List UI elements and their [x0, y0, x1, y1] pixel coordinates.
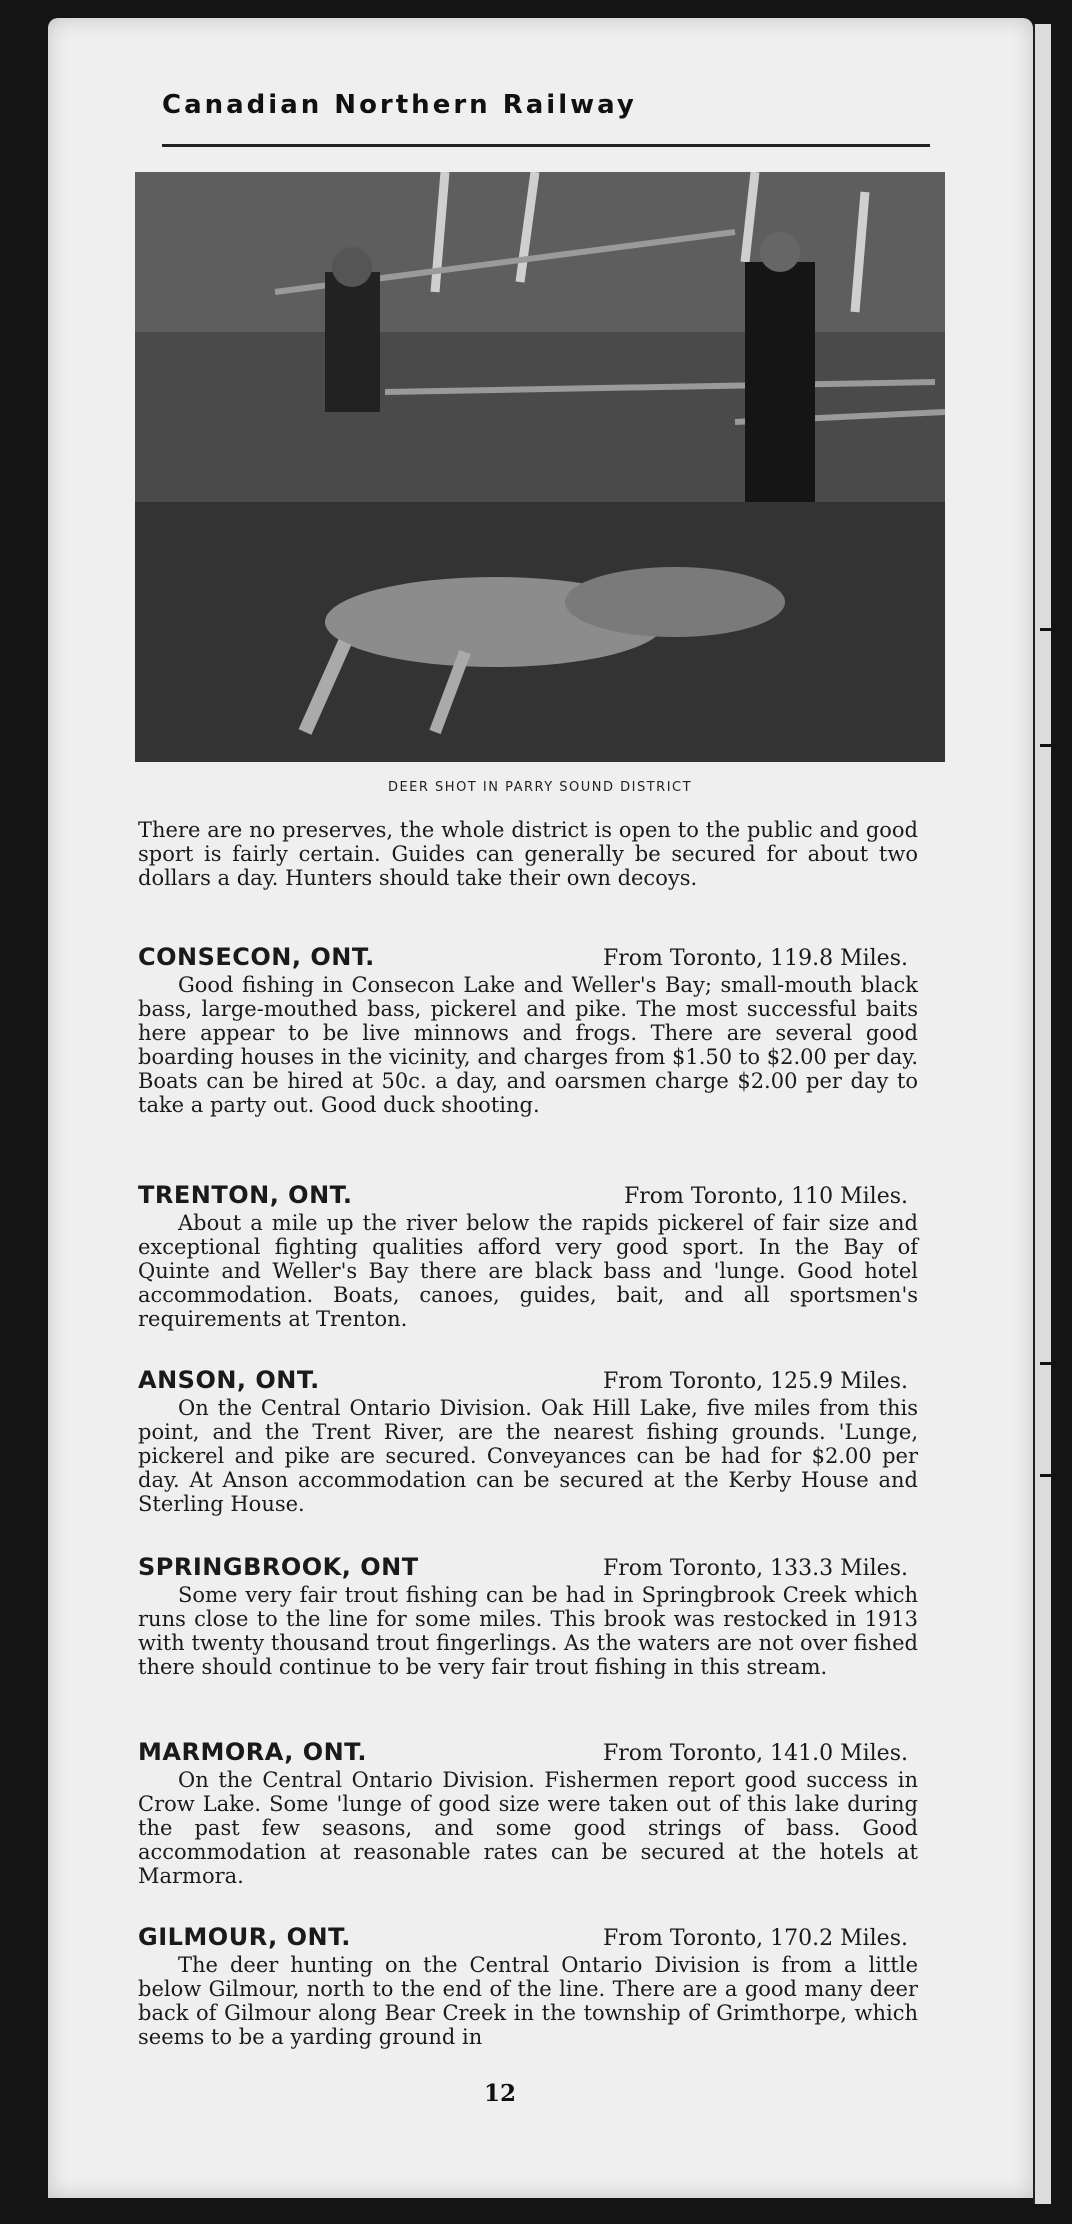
- deer-photograph: [135, 172, 945, 762]
- edge-tick: [1040, 1362, 1056, 1365]
- entry-consecon: [138, 945, 918, 1117]
- intro-paragraph: [138, 818, 918, 890]
- entry-text: The deer hunting on the Central Ontario Division is from a little below Gilmour, north to the end of the line. There are a good many deer back of Gilmour along Bear Creek in the township of Grimthorpe, which seems to be a yarding ground in: [138, 1953, 918, 2049]
- entry-trenton: [138, 1183, 918, 1331]
- entry-place: TRENTON, ONT.: [138, 1181, 353, 1209]
- page-edge: [1033, 24, 1051, 2204]
- entry-place: CONSECON, ONT.: [138, 943, 375, 971]
- entry-distance: From Toronto, 119.8 Miles.: [603, 946, 908, 971]
- intro-text: There are no preserves, the whole district is open to the public and good sport is fairly certain. Guides can generally be secured for about two dollars a day. Hunters should take their own decoys.: [138, 818, 918, 890]
- entry-distance: From Toronto, 141.0 Miles.: [603, 1741, 908, 1766]
- running-header: Canadian Northern Railway: [162, 90, 637, 120]
- entry-text: Some very fair trout fishing can be had in Springbrook Creek which runs close to the line for some miles. This brook was restocked in 1913 with twenty thousand trout fingerlings. As the waters are not over fished there should continue to be very fair trout fishing in this stream.: [138, 1583, 918, 1679]
- entry-distance: From Toronto, 133.3 Miles.: [603, 1556, 908, 1581]
- edge-tick: [1040, 744, 1056, 747]
- entry-text: On the Central Ontario Division. Fishermen report good success in Crow Lake. Some 'lunge of good size were taken out of this lake during the past few seasons, and some good strings of bass. Good accommodation at reasonable rates can be secured at the hotels at Marmora.: [138, 1768, 918, 1888]
- entry-gilmour: [138, 1925, 918, 2049]
- header-rule: [162, 144, 930, 147]
- edge-tick: [1040, 628, 1056, 631]
- entry-place: SPRINGBROOK, ONT: [138, 1553, 419, 1581]
- photo-caption: DEER SHOT IN PARRY SOUND DISTRICT: [387, 780, 693, 795]
- entry-springbrook: [138, 1555, 918, 1679]
- entry-distance: From Toronto, 110 Miles.: [624, 1184, 908, 1209]
- entry-place: MARMORA, ONT.: [138, 1738, 368, 1766]
- entry-distance: From Toronto, 170.2 Miles.: [603, 1926, 908, 1951]
- entry-place: GILMOUR, ONT.: [138, 1923, 351, 1951]
- entry-distance: From Toronto, 125.9 Miles.: [603, 1369, 908, 1394]
- entry-anson: [138, 1368, 918, 1516]
- entry-marmora: [138, 1740, 918, 1888]
- entry-text: Good fishing in Consecon Lake and Weller's Bay; small-mouth black bass, large-mouthed bass, pickerel and pike. The most successful baits here appear to be live minnows and frogs. There are several good boarding houses in the vicinity, and charges from $1.50 to $2.00 per day. Boats can be hired at 50c. a day, and oarsmen charge $2.00 per day to take a party out. Good duck shooting.: [138, 973, 918, 1117]
- entry-text: On the Central Ontario Division. Oak Hill Lake, five miles from this point, and the Trent River, are the nearest fishing grounds. 'Lunge, pickerel and pike are secured. Conveyances can be had for $2.00 per day. At Anson accommodation can be secured at the Kerby House and Sterling House.: [138, 1396, 918, 1516]
- edge-tick: [1040, 1474, 1056, 1477]
- entry-text: About a mile up the river below the rapids pickerel of fair size and exceptional fighting qualities afford very good sport. In the Bay of Quinte and Weller's Bay there are black bass and 'lunge. Good hotel accommodation. Boats, canoes, guides, bait, and all sportsmen's requirements at Trenton.: [138, 1211, 918, 1331]
- entry-place: ANSON, ONT.: [138, 1366, 320, 1394]
- page-number: 12: [483, 2080, 516, 2107]
- photo-image: [135, 172, 945, 762]
